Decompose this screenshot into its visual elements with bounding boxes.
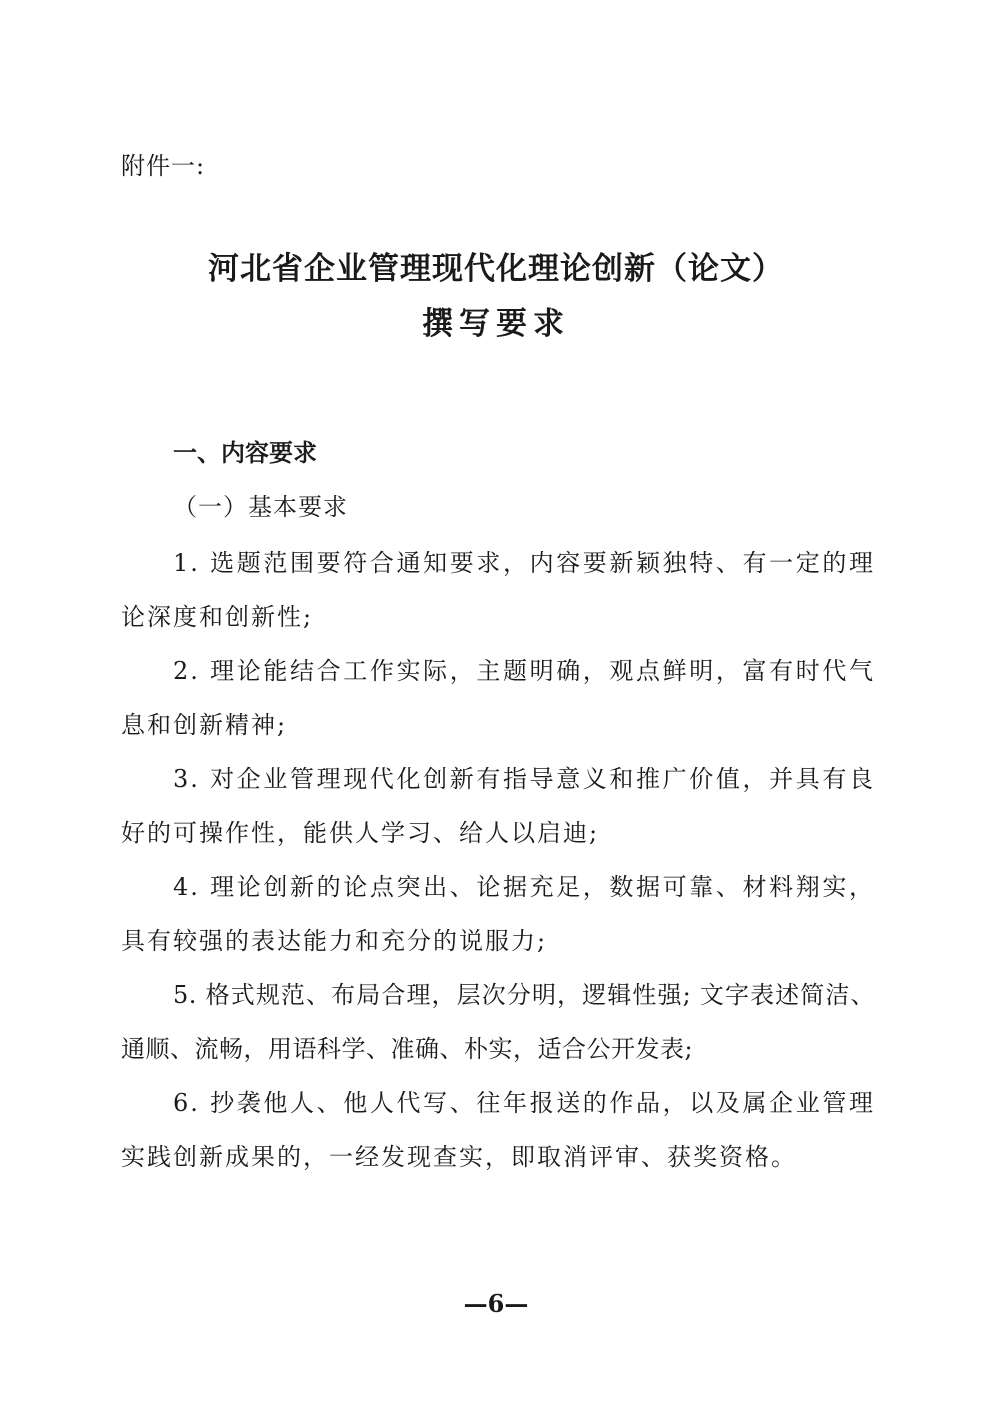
- requirement-item-4: 4. 理论创新的论点突出、论据充足，数据可靠、材料翔实，具有较强的表达能力和充分的说服力;: [121, 873, 875, 955]
- requirement-item-6: 6. 抄袭他人、他人代写、往年报送的作品，以及属企业管理实践创新成果的，一经发现查实，即取消评审、获奖资格。: [121, 1089, 875, 1171]
- requirement-item-1: 1. 选题范围要符合通知要求，内容要新颖独特、有一定的理论深度和创新性;: [121, 549, 875, 631]
- page-number: —6—: [463, 1289, 529, 1318]
- requirement-item-3: 3. 对企业管理现代化创新有指导意义和推广价值，并具有良好的可操作性，能供人学习、给人以启迪;: [121, 765, 875, 847]
- document-title-line-1: 河北省企业管理现代化理论创新（论文）: [208, 251, 784, 287]
- requirement-item-5: 5. 格式规范、布局合理，层次分明，逻辑性强; 文字表述简洁、通顺、流畅，用语科学、准确、朴实，适合公开发表;: [121, 981, 875, 1063]
- attachment-label: 附件一:: [121, 152, 206, 180]
- section-heading: 一、内容要求: [173, 439, 317, 467]
- section-subheading: （一）基本要求: [173, 493, 348, 521]
- requirement-item-2: 2. 理论能结合工作实际，主题明确，观点鲜明，富有时代气息和创新精神;: [121, 657, 875, 739]
- document-title-line-2: 撰写要求: [422, 306, 570, 342]
